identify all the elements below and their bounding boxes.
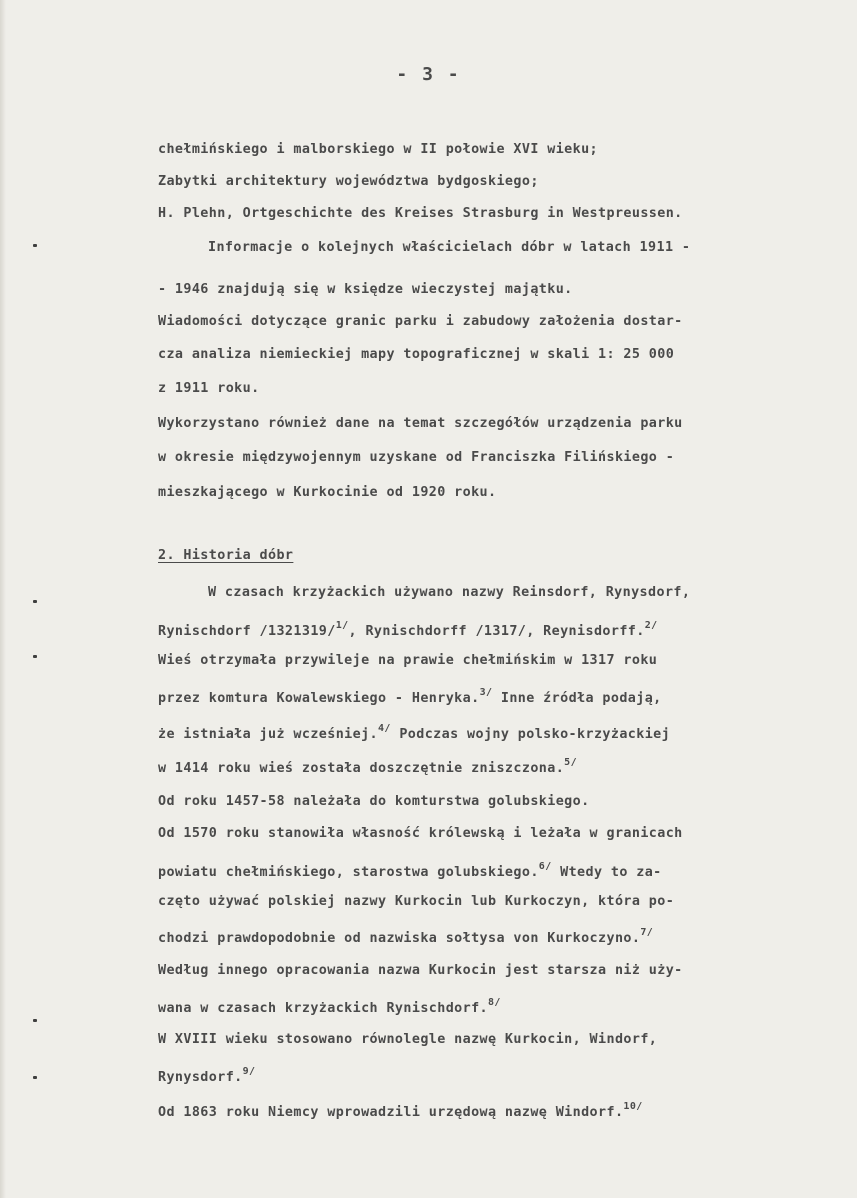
text-line [158, 142, 598, 157]
text-segment: Wieś otrzymała przywileje na prawie chełmińskim w 1317 roku [158, 653, 658, 668]
text-segment: chodzi prawdopodobnie od nazwiska sołtysa von Kurkoczyno. [158, 931, 641, 946]
text-line [158, 927, 653, 946]
text-segment: częto używać polskiej nazwy Kurkocin lub Kurkoczyn, która po- [158, 894, 675, 909]
page-edge-shadow [0, 0, 6, 1198]
text-segment: Wtedy to za- [551, 865, 662, 880]
text-line [158, 381, 260, 396]
text-segment: w okresie międzywojennym uzyskane od Franciszka Filińskiego - [158, 450, 675, 465]
text-line [158, 997, 501, 1016]
text-line [158, 282, 573, 297]
text-segment: Zabytki architektury województwa bydgoskiego; [158, 174, 539, 189]
text-line [158, 757, 577, 776]
text-segment: przez komtura Kowalewskiego - Henryka. [158, 691, 480, 706]
text-segment: Inne źródła podają, [492, 691, 662, 706]
footnote-marker: 3/ [479, 687, 493, 698]
text-segment: Rynischdorf /1321319/ [158, 624, 336, 639]
text-segment: W czasach krzyżackich używano nazwy Reinsdorf, Rynysdorf, [208, 585, 691, 600]
text-segment: mieszkającego w Kurkocinie od 1920 roku. [158, 485, 497, 500]
footnote-marker: 1/ [335, 620, 349, 631]
text-line [158, 206, 683, 221]
text-line [158, 620, 658, 639]
margin-mark [33, 244, 37, 247]
footnote-marker: 9/ [242, 1066, 256, 1077]
text-segment: H. Plehn, Ortgeschichte des Kreises Strasburg in Westpreussen. [158, 206, 683, 221]
text-line [208, 240, 690, 255]
text-segment: powiatu chełmińskiego, starostwa golubskiego. [158, 865, 539, 880]
footnote-marker: 2/ [644, 620, 658, 631]
text-line [208, 585, 690, 600]
footnote-marker: 6/ [538, 861, 552, 872]
text-line [158, 794, 590, 809]
text-line [158, 347, 674, 362]
text-line [158, 894, 674, 909]
text-line [158, 687, 662, 706]
text-line [158, 1066, 255, 1085]
text-line [158, 174, 539, 189]
text-line [158, 1032, 657, 1047]
text-segment: Wykorzystano również dane na temat szczegółów urządzenia parku [158, 416, 683, 431]
text-segment: Od 1570 roku stanowiła własność królewską i leżała w granicach [158, 826, 683, 841]
text-line [158, 963, 683, 978]
text-line [158, 861, 662, 880]
text-segment: Od 1863 roku Niemcy wprowadzili urzędową nazwę Windorf. [158, 1105, 624, 1120]
text-line [158, 826, 683, 841]
footnote-marker: 7/ [640, 927, 654, 938]
footnote-marker: 4/ [378, 723, 391, 734]
text-line [158, 450, 674, 465]
text-line [158, 653, 657, 668]
text-segment: chełmińskiego i malborskiego w II połowie XVI wieku; [158, 142, 599, 157]
text-segment: W XVIII wieku stosowano równolegle nazwę Kurkocin, Windorf, [158, 1032, 658, 1047]
margin-mark [33, 655, 37, 658]
text-segment: Rynysdorf. [158, 1070, 243, 1085]
text-line [158, 1101, 643, 1120]
text-line [158, 314, 683, 329]
margin-mark [33, 1076, 37, 1079]
text-segment: Podczas wojny polsko-krzyżackiej [390, 727, 671, 742]
text-segment: w 1414 roku wieś została doszczętnie zniszczona. [158, 761, 565, 776]
page-number: - 3 - [396, 64, 461, 85]
text-segment: cza analiza niemieckiej mapy topograficznej w skali 1: 25 000 [158, 347, 675, 362]
text-segment: - 1946 znajdują się w księdze wieczystej majątku. [158, 282, 573, 297]
text-segment: 2. Historia dóbr [158, 548, 294, 563]
text-segment: z 1911 roku. [158, 381, 260, 396]
text-segment: wana w czasach krzyżackich Rynischdorf. [158, 1001, 489, 1016]
margin-mark [33, 600, 37, 603]
text-segment: , Rynischdorff /1317/, Reynisdorff. [348, 624, 645, 639]
text-segment: Od roku 1457-58 należała do komturstwa golubskiego. [158, 794, 590, 809]
margin-mark [33, 1019, 37, 1022]
text-segment: Wiadomości dotyczące granic parku i zabudowy założenia dostar- [158, 314, 683, 329]
text-line [158, 416, 683, 431]
footnote-marker: 8/ [488, 997, 501, 1008]
text-line [158, 723, 670, 742]
footnote-marker: 5/ [564, 757, 578, 768]
text-segment: Według innego opracowania nazwa Kurkocin jest starsza niż uży- [158, 963, 683, 978]
text-line [158, 485, 496, 500]
footnote-marker: 10/ [623, 1101, 643, 1112]
text-segment: że istniała już wcześniej. [158, 727, 379, 742]
section-heading [158, 548, 293, 563]
text-segment: Informacje o kolejnych właścicielach dóbr w latach 1911 - [208, 240, 691, 255]
